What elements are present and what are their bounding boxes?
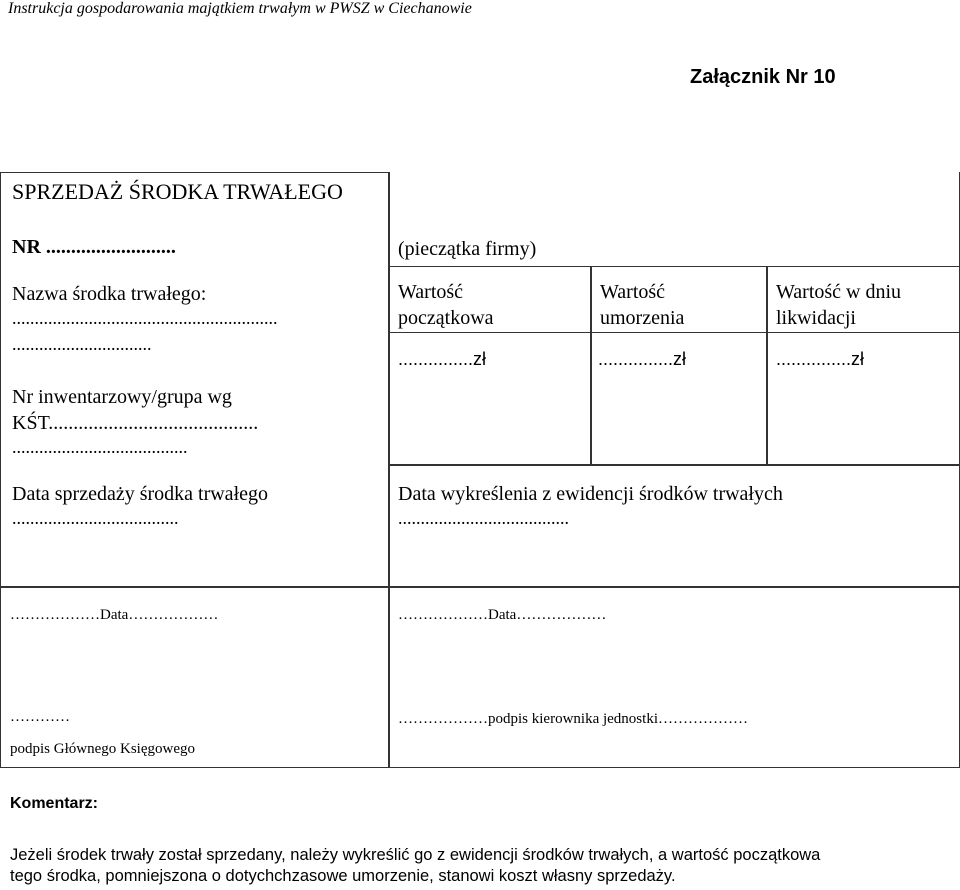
form-number [12, 234, 176, 260]
inventory-dots: ....................................... [12, 437, 188, 457]
asset-name-label: Nazwa środka trwałego: [12, 283, 207, 305]
deletion-date-label: Data wykreślenia z ewidencji środków trwałych [398, 483, 783, 505]
inventory-label-2: KŚT.......................................... [12, 412, 259, 434]
date-left: ………………Data……………… [10, 607, 219, 623]
value-header-divider [388, 332, 960, 333]
deletion-date-dots: ...................................... [398, 508, 569, 528]
company-stamp-label: (pieczątka firmy) [398, 238, 537, 260]
comment-line-2: tego środka, pomniejszona o dotychchzasowe umorzenie, stanowi koszt własny sprzedaży. [10, 867, 676, 885]
liquidation-value-amount: ...............zł [776, 349, 865, 369]
document-header-title: Instrukcja gospodarowania majątkiem trwałym w PWSZ w Ciechanowie [8, 0, 472, 17]
sale-date-dots: ..................................... [12, 508, 179, 528]
asset-name-dots-2: ............................... [12, 334, 152, 354]
liquidation-value-label-1: Wartość w dniu [776, 281, 902, 303]
chief-accountant-signature-label: podpis Głównego Księgowego [10, 741, 195, 757]
initial-value-label-1: Wartość [398, 281, 464, 303]
initial-value-label-2: początkowa [398, 307, 494, 329]
depreciation-value-label-2: umorzenia [600, 307, 685, 329]
form-number-text: NR .......................... [12, 236, 176, 258]
form-title: SPRZEDAŻ ŚRODKA TRWAŁEGO [12, 179, 343, 204]
sale-date-label: Data sprzedaży środka trwałego [12, 483, 268, 505]
chief-accountant-signature-dots: ………… [10, 709, 70, 725]
inventory-label-1: Nr inwentarzowy/grupa wg [12, 386, 232, 408]
attachment-number: Załącznik Nr 10 [690, 66, 836, 88]
depreciation-value-label-1: Wartość [600, 281, 666, 303]
asset-name-dots-1: ........................................................... [12, 308, 278, 328]
depreciation-value-amount: ...............zł [598, 349, 687, 369]
unit-head-signature: ………………podpis kierownika jednostki……………… [398, 711, 748, 727]
comment-label: Komentarz: [10, 795, 99, 812]
date-right: ………………Data……………… [398, 607, 607, 623]
initial-value-amount: ...............zł [398, 349, 487, 369]
comment-line-1: Jeżeli środek trwały został sprzedany, należy wykreślić go z ewidencji środków trwałych, a wartość początkowa [10, 846, 821, 864]
liquidation-value-label-2: likwidacji [776, 307, 856, 329]
